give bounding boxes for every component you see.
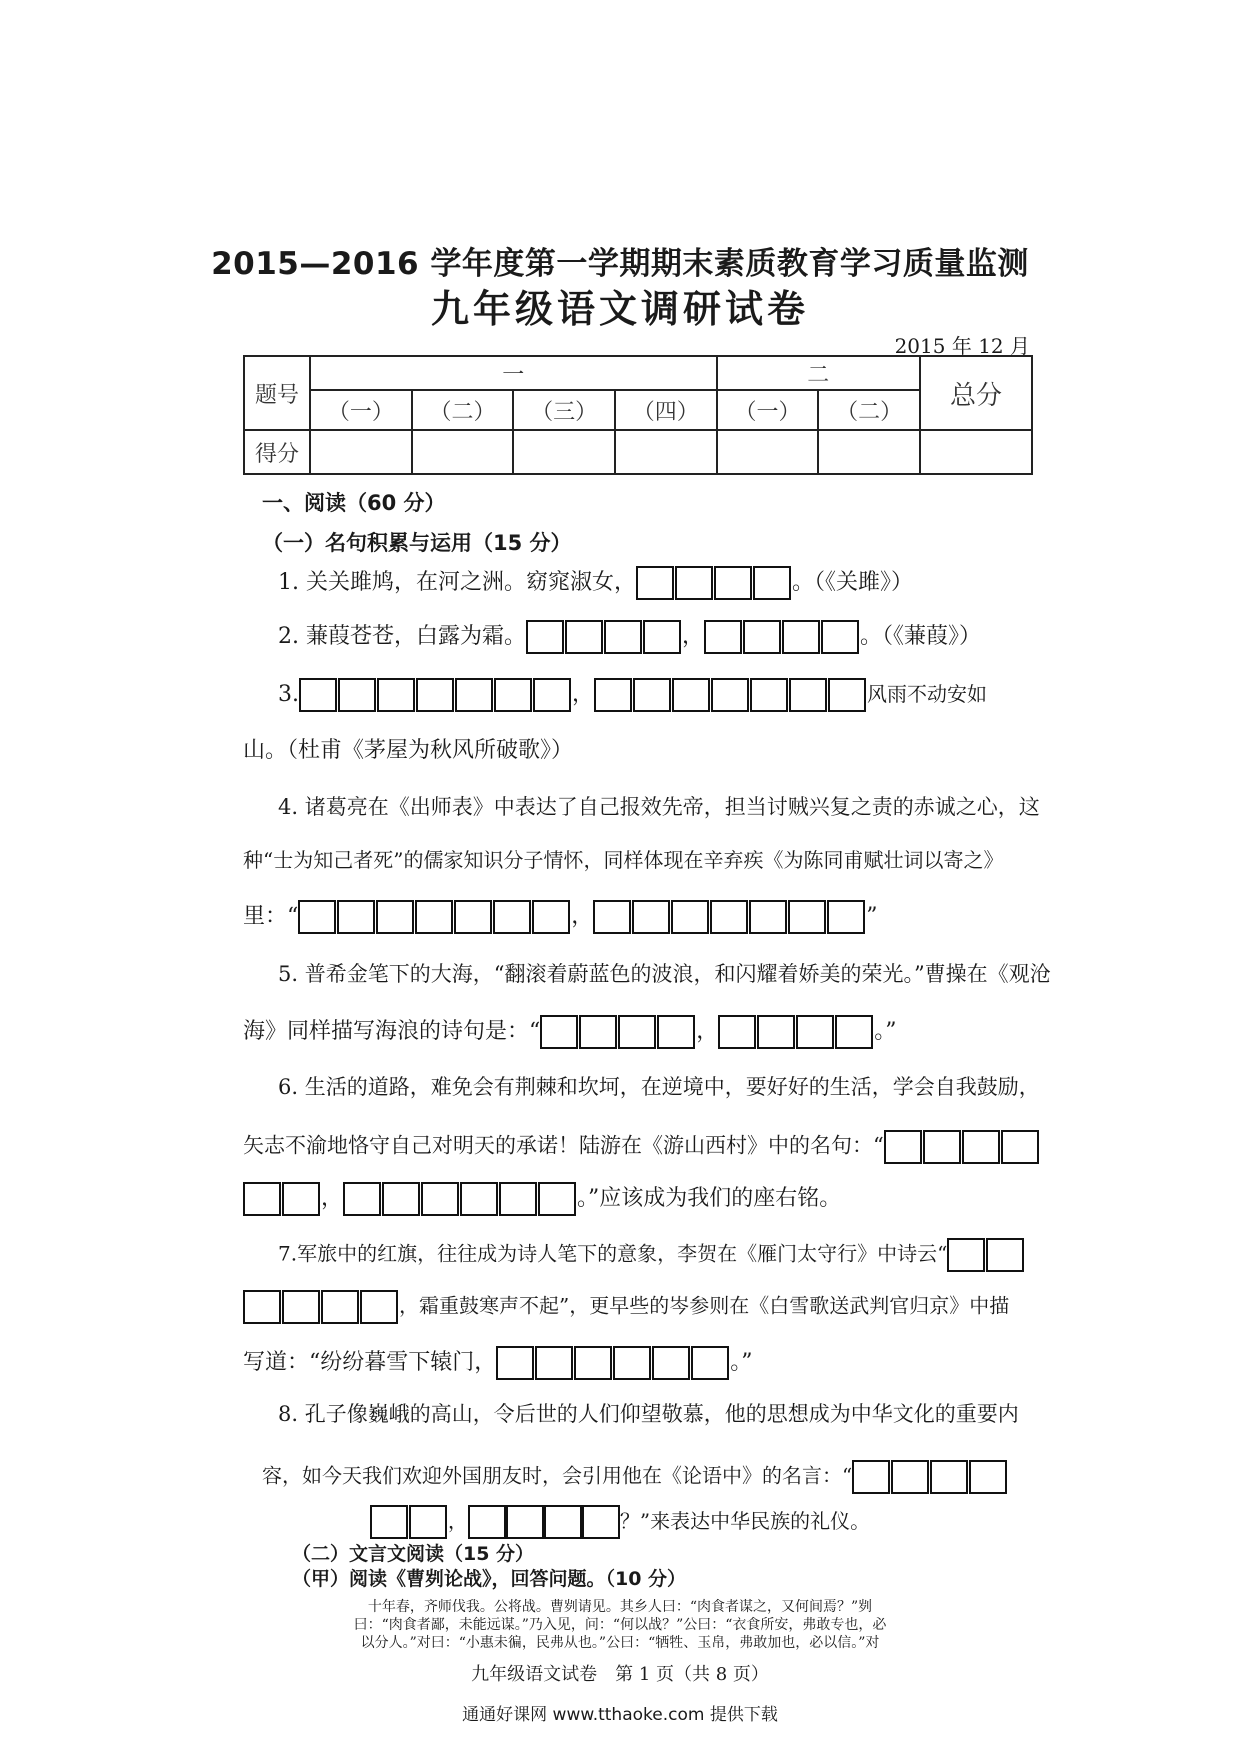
answer-box[interactable] xyxy=(299,678,337,712)
answer-box[interactable] xyxy=(282,1290,320,1324)
answer-boxes[interactable] xyxy=(298,900,571,934)
answer-box[interactable] xyxy=(757,1015,795,1049)
question-text: ？”来表达中华民族的礼仪。 xyxy=(619,1508,871,1533)
sub-header: （四） xyxy=(615,390,717,430)
answer-box[interactable] xyxy=(506,1505,544,1539)
answer-box[interactable] xyxy=(544,1505,582,1539)
sub-header: （二） xyxy=(412,390,514,430)
answer-box[interactable] xyxy=(711,678,749,712)
answer-box[interactable] xyxy=(632,900,670,934)
answer-box[interactable] xyxy=(493,900,531,934)
answer-box[interactable] xyxy=(376,900,414,934)
passage-line: 以分人。”对曰：“小惠未徧，民弗从也。”公曰：“牺牲、玉帛，弗敢加也，必以信。”对 xyxy=(360,1635,880,1651)
answer-boxes[interactable] xyxy=(370,1505,448,1539)
answer-box[interactable] xyxy=(532,900,570,934)
question-text: 2. 蒹葭苍苍，白露为霜。 xyxy=(278,624,526,649)
section-heading: （甲）阅读《曹刿论战》，回答问题。（10 分） xyxy=(292,1568,687,1590)
answer-box[interactable] xyxy=(789,678,827,712)
question-text: 海》同样描写海浪的诗句是：“ xyxy=(243,1019,541,1044)
answer-boxes[interactable] xyxy=(884,1130,1040,1164)
sub-header: （二） xyxy=(818,390,920,430)
answer-box[interactable] xyxy=(796,1015,834,1049)
score-cell[interactable] xyxy=(615,430,717,474)
answer-box[interactable] xyxy=(243,1290,281,1324)
section-heading: （一）名句积累与运用（15 分） xyxy=(262,531,572,555)
answer-box[interactable] xyxy=(416,678,454,712)
answer-box[interactable] xyxy=(377,678,415,712)
answer-box[interactable] xyxy=(382,1182,420,1216)
page-footer: 九年级语文试卷 第 1 页（共 8 页） xyxy=(471,1664,769,1685)
answer-box[interactable] xyxy=(538,1182,576,1216)
question-4-line1: 4. 诸葛亮在《出师表》中表达了自己报效先帝，担当讨贼兴复之责的赤诚之心，这 xyxy=(278,795,1040,819)
answer-box[interactable] xyxy=(540,1015,578,1049)
sub-header: （三） xyxy=(513,390,615,430)
answer-box[interactable] xyxy=(618,1015,656,1049)
score-cell[interactable] xyxy=(310,430,412,474)
answer-boxes[interactable] xyxy=(947,1238,1025,1272)
group-one-header: 一 xyxy=(310,356,717,390)
answer-box[interactable] xyxy=(454,900,492,934)
question-text: 。（《关雎》） xyxy=(792,570,914,595)
question-text: 。”应该成为我们的座右铭。 xyxy=(577,1186,842,1211)
answer-boxes[interactable] xyxy=(636,566,792,600)
answer-box[interactable] xyxy=(643,620,681,654)
section-heading: 一、阅读（60 分） xyxy=(262,491,446,515)
question-1 xyxy=(278,566,913,600)
answer-box[interactable] xyxy=(782,620,820,654)
question-6 xyxy=(243,1130,1040,1164)
answer-boxes[interactable] xyxy=(496,1346,730,1380)
answer-box[interactable] xyxy=(243,1182,281,1216)
answer-box[interactable] xyxy=(636,566,674,600)
section-heading: （二）文言文阅读（15 分） xyxy=(292,1543,535,1565)
question-6-line1: 6. 生活的道路，难免会有荆棘和坎坷，在逆境中，要好好的生活，学会自我鼓励， xyxy=(278,1075,1040,1099)
download-note: 通通好课网 www.tthaoke.com 提供下载 xyxy=(462,1705,778,1725)
question-text: 。” xyxy=(730,1350,753,1375)
answer-boxes[interactable] xyxy=(594,678,867,712)
answer-box[interactable] xyxy=(821,620,859,654)
question-4: 里：“ ， ” xyxy=(243,900,878,934)
question-7-cont xyxy=(243,1290,1009,1324)
score-cell[interactable] xyxy=(513,430,615,474)
answer-box[interactable] xyxy=(415,900,453,934)
answer-boxes[interactable] xyxy=(468,1505,620,1539)
question-text: 写道：“纷纷暮雪下辕门， xyxy=(243,1350,497,1375)
answer-boxes[interactable] xyxy=(718,1015,874,1049)
score-cell[interactable] xyxy=(818,430,920,474)
answer-box[interactable] xyxy=(743,620,781,654)
answer-box[interactable] xyxy=(321,1290,359,1324)
answer-box[interactable] xyxy=(409,1505,447,1539)
answer-box[interactable] xyxy=(613,1346,651,1380)
answer-box[interactable] xyxy=(947,1238,985,1272)
question-7 xyxy=(278,1238,1025,1272)
q8-continuation: ， ？”来表达中华民族的礼仪。 xyxy=(0,1505,1240,1539)
answer-boxes[interactable] xyxy=(299,678,572,712)
answer-box[interactable] xyxy=(891,1460,929,1494)
score-cell[interactable] xyxy=(412,430,514,474)
answer-boxes[interactable] xyxy=(704,620,860,654)
question-number-label: 题号 xyxy=(244,356,310,430)
answer-box[interactable] xyxy=(749,900,787,934)
question-8-line1: 8. 孔子像巍峨的高山，令后世的人们仰望敬慕，他的思想成为中华文化的重要内 xyxy=(278,1402,1019,1426)
answer-box[interactable] xyxy=(582,1505,620,1539)
answer-box[interactable] xyxy=(962,1130,1000,1164)
answer-box[interactable] xyxy=(574,1346,612,1380)
question-text: 。（《蒹葭》） xyxy=(860,624,982,649)
answer-box[interactable] xyxy=(788,900,826,934)
score-row-label: 得分 xyxy=(244,430,310,474)
answer-box[interactable] xyxy=(337,900,375,934)
question-2: 2. 蒹葭苍苍，白露为霜。 ， 。（《蒹葭》） xyxy=(278,620,981,654)
answer-box[interactable] xyxy=(672,678,710,712)
answer-box[interactable] xyxy=(986,1238,1024,1272)
question-text: 1. 关关雎鸠，在河之洲。窈窕淑女， xyxy=(278,570,636,595)
answer-box[interactable] xyxy=(852,1460,890,1494)
answer-box[interactable] xyxy=(535,1346,573,1380)
answer-box[interactable] xyxy=(370,1505,408,1539)
answer-boxes[interactable] xyxy=(852,1460,1008,1494)
answer-box[interactable] xyxy=(633,678,671,712)
question-7-line3 xyxy=(243,1346,753,1380)
answer-box[interactable] xyxy=(533,678,571,712)
answer-box[interactable] xyxy=(835,1015,873,1049)
answer-box[interactable] xyxy=(657,1015,695,1049)
answer-box[interactable] xyxy=(753,566,791,600)
question-text: ” xyxy=(866,904,878,929)
answer-box[interactable] xyxy=(460,1182,498,1216)
answer-boxes[interactable] xyxy=(526,620,682,654)
question-3-cont: 山。（杜甫《茅屋为秋风所破歌》） xyxy=(243,738,574,763)
group-two-header: 二 xyxy=(717,356,920,390)
exam-subtitle: 九年级语文调研试卷 xyxy=(430,287,809,331)
answer-boxes[interactable] xyxy=(243,1182,321,1216)
answer-box[interactable] xyxy=(704,620,742,654)
answer-box[interactable] xyxy=(923,1130,961,1164)
answer-box[interactable] xyxy=(750,678,788,712)
score-cell[interactable] xyxy=(920,430,1032,474)
answer-box[interactable] xyxy=(343,1182,381,1216)
answer-box[interactable] xyxy=(691,1346,729,1380)
question-text: ，霜重鼓寒声不起”，更早些的岑参则在《白雪歌送武判官归京》中描 xyxy=(399,1293,1010,1318)
answer-box[interactable] xyxy=(338,678,376,712)
question-8 xyxy=(262,1460,1008,1494)
question-text: 容，如今天我们欢迎外国朋友时，会引用他在《论语中》的名言：“ xyxy=(262,1463,853,1488)
answer-box[interactable] xyxy=(675,566,713,600)
answer-box[interactable] xyxy=(671,900,709,934)
answer-box[interactable] xyxy=(494,678,532,712)
question-text: 7.军旅中的红旗，往往成为诗人笔下的意象，李贺在《雁门太守行》中诗云“ xyxy=(278,1241,948,1266)
question-5-line1: 5. 普希金笔下的大海，“翻滚着蔚蓝色的波浪，和闪耀着娇美的荣光。”曹操在《观沧 xyxy=(278,962,1051,986)
answer-box[interactable] xyxy=(969,1460,1007,1494)
question-text: 。” xyxy=(874,1019,897,1044)
answer-box[interactable] xyxy=(565,620,603,654)
answer-box[interactable] xyxy=(710,900,748,934)
answer-boxes[interactable] xyxy=(540,1015,696,1049)
answer-box[interactable] xyxy=(930,1460,968,1494)
exam-date: 2015 年 12 月 xyxy=(894,334,1030,358)
sub-header: （一） xyxy=(717,390,819,430)
question-text: 矢志不渝地恪守自己对明天的承诺！陆游在《游山西村》中的名句：“ xyxy=(243,1133,884,1158)
question-text: 里：“ xyxy=(243,904,299,929)
question-6-cont: ， 。”应该成为我们的座右铭。 xyxy=(243,1182,841,1216)
sub-header: （一） xyxy=(310,390,412,430)
question-5: 海》同样描写海浪的诗句是：“ ， 。” xyxy=(243,1015,897,1049)
passage-line: 十年春，齐师伐我。公将战。曹刿请见。其乡人曰：“肉食者谋之，又何间焉？”刿 xyxy=(367,1599,873,1615)
answer-box[interactable] xyxy=(298,900,336,934)
answer-boxes[interactable] xyxy=(343,1182,577,1216)
answer-box[interactable] xyxy=(593,900,631,934)
score-cell[interactable] xyxy=(717,430,819,474)
answer-box[interactable] xyxy=(499,1182,537,1216)
answer-box[interactable] xyxy=(579,1015,617,1049)
answer-box[interactable] xyxy=(526,620,564,654)
answer-box[interactable] xyxy=(594,678,632,712)
answer-box[interactable] xyxy=(496,1346,534,1380)
answer-box[interactable] xyxy=(714,566,752,600)
answer-box[interactable] xyxy=(827,900,865,934)
answer-boxes[interactable] xyxy=(593,900,866,934)
total-score-header: 总分 xyxy=(920,356,1032,430)
answer-box[interactable] xyxy=(718,1015,756,1049)
exam-title: 2015—2016 学年度第一学期期末素质教育学习质量监测 xyxy=(211,246,1029,282)
answer-boxes[interactable] xyxy=(243,1290,399,1324)
passage-line: 曰：“肉食者鄙，未能远谋。”乃入见，问：“何以战？”公曰：“衣食所安，弗敢专也，必 xyxy=(353,1617,887,1633)
answer-box[interactable] xyxy=(360,1290,398,1324)
question-text: 风雨不动安如 xyxy=(867,682,988,706)
question-3: 3. ， 风雨不动安如 xyxy=(278,678,987,712)
answer-box[interactable] xyxy=(884,1130,922,1164)
score-table xyxy=(243,355,1033,475)
answer-box[interactable] xyxy=(1001,1130,1039,1164)
answer-box[interactable] xyxy=(468,1505,506,1539)
question-4-line2: 种“士为知己者死”的儒家知识分子情怀，同样体现在辛弃疾《为陈同甫赋壮词以寄之》 xyxy=(243,848,1004,872)
answer-box[interactable] xyxy=(282,1182,320,1216)
answer-box[interactable] xyxy=(652,1346,690,1380)
question-text: 3. xyxy=(278,682,299,707)
answer-box[interactable] xyxy=(455,678,493,712)
answer-box[interactable] xyxy=(604,620,642,654)
answer-box[interactable] xyxy=(828,678,866,712)
answer-box[interactable] xyxy=(421,1182,459,1216)
